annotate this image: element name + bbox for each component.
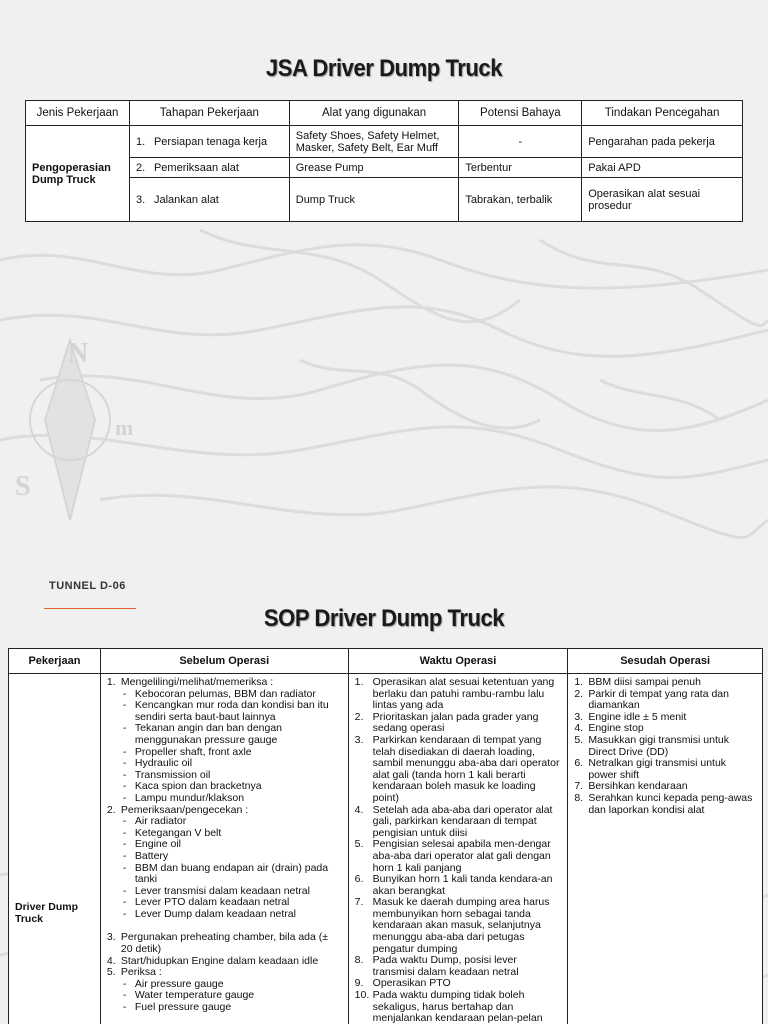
sub-list-item: - Propeller shaft, front axle — [122, 745, 252, 758]
table-row — [26, 178, 743, 222]
table-row — [9, 674, 763, 1024]
column-header: Pekerjaan — [9, 649, 101, 674]
alat-cell: Safety Shoes, Safety Helmet, Masker, Safety Belt, Ear Muff — [289, 126, 459, 158]
sub-list-item: - Lever transmisi dalam keadaan netral — [122, 884, 310, 897]
list-item: 10. Pada waktu dumping tidak boleh sekaligus, harus bertahap dan menjalankan kendaraan pelan-pelan — [354, 989, 543, 1024]
column-header: Sesudah Operasi — [568, 649, 763, 674]
list-item: 3. Pergunakan preheating chamber, bila ada (± 20 detik) — [106, 931, 329, 956]
alat-cell: Grease Pump — [289, 158, 459, 178]
list-item: 5. Periksa : — [106, 966, 162, 979]
list-item: 1. Operasikan alat sesuai ketentuan yang berlaku dan patuhi rambu-rambu lalu lintas yang ada — [354, 676, 555, 712]
list-item: 3. Parkirkan kendaraan di tempat yang — [354, 733, 542, 746]
svg-text:m: m — [115, 415, 134, 440]
tindakan-cell: Pakai APD — [582, 158, 743, 178]
list-item: 4. Start/hidupkan Engine dalam keadaan idle — [106, 954, 319, 967]
sop-table — [8, 648, 763, 1024]
sub-list-item: - Tekanan angin dan ban dengan menggunakan pressure gauge — [122, 722, 283, 746]
jsa-table — [25, 100, 743, 222]
list-item: 2. Prioritaskan jalan pada grader yang sedang operasi — [354, 710, 539, 735]
column-header: Potensi Bahaya — [459, 101, 582, 126]
tindakan-cell: Pengarahan pada pekerja — [582, 126, 743, 158]
sebelum-operasi-cell — [100, 674, 348, 1024]
sub-list-item: - Hydraulic oil — [122, 757, 193, 770]
sub-list-item: - Fuel pressure gauge — [122, 1001, 232, 1014]
list-item: 2. Pemeriksaan/pengecekan : — [106, 803, 249, 816]
tahapan-cell: 3. Jalankan alat — [129, 178, 289, 222]
list-item: 4. Setelah ada aba-aba dari operator alat gali, parkirkan kendaraan di tempat pengisian untuk diisi — [354, 803, 553, 839]
list-item: 6. Netralkan gigi transmisi untuk power shift — [574, 757, 727, 781]
table-header-row — [26, 101, 743, 126]
jenis-pekerjaan-cell: Pengoperasian Dump Truck — [26, 126, 130, 222]
sub-list-item: - Lever Dump dalam keadaan netral — [122, 907, 296, 920]
sop-slide — [0, 575, 768, 1024]
list-item: 1. BBM diisi sampai penuh — [574, 676, 701, 688]
column-header: Waktu Operasi — [348, 649, 568, 674]
sub-list-item: - Air radiator — [122, 815, 187, 828]
sesudah-operasi-cell — [568, 674, 763, 1024]
sub-list-item: - Water temperature gauge — [122, 989, 255, 1002]
sub-list-item: - BBM dan buang endapan air (drain) pada tanki — [122, 861, 329, 886]
list-item: 1. Mengelilingi/melihat/memeriksa : — [106, 676, 274, 688]
list-item: 4. Engine stop — [574, 722, 644, 735]
page-title: SOP Driver Dump Truck — [263, 605, 505, 632]
sub-list-item: - Kebocoran pelumas, BBM dan radiator — [122, 687, 316, 700]
list-item: telah disediakan di daerah loading, sambil menunggu aba-aba dari operator alat gali (tanda horn 1 kali berarti kendaraan boleh masuk ke loading point) — [372, 745, 560, 804]
waktu-operasi-cell — [348, 674, 568, 1024]
tahapan-cell: 2. Pemeriksaan alat — [129, 158, 289, 178]
column-header: Jenis Pekerjaan — [26, 101, 130, 126]
table-row — [26, 126, 743, 158]
list-item: 7. Masuk ke daerah dumping area harus membunyikan horn sebagai tanda kendaraan akan masuk, selanjutnya menunggu aba-aba dari petugas pengatur dumping — [354, 896, 550, 955]
bahaya-cell: Tabrakan, terbalik — [459, 178, 582, 222]
column-header: Tahapan Pekerjaan — [129, 101, 289, 126]
list-item: 8. Pada waktu Dump, posisi lever transmisi dalam keadaan netral — [354, 954, 519, 978]
sub-list-item: - Battery — [122, 849, 169, 862]
list-item: 9. Operasikan PTO — [354, 977, 451, 990]
list-item: 2. Parkir di tempat yang rata dan diamankan — [574, 687, 729, 712]
svg-text:S: S — [15, 471, 31, 502]
sub-list-item: - Ketegangan V belt — [122, 826, 222, 839]
sub-list-item: - Kencangkan mur roda dan kondisi ban itu sendiri serta baut-baut lainnya — [122, 699, 329, 723]
bahaya-cell: - — [459, 126, 582, 158]
pekerjaan-cell: Driver Dump Truck — [9, 674, 101, 1024]
column-header: Sebelum Operasi — [100, 649, 348, 674]
tindakan-cell: Operasikan alat sesuai prosedur — [582, 178, 743, 222]
table-header-row — [9, 649, 763, 674]
list-item: 5. Masukkan gigi transmisi untuk Direct Drive (DD) — [574, 733, 729, 758]
list-item: 6. Bunyikan horn 1 kali tanda kendara-an akan berangkat — [354, 873, 553, 897]
column-header: Alat yang digunakan — [289, 101, 459, 126]
sub-list-item: - Lever PTO dalam keadaan netral — [122, 896, 290, 909]
sub-list-item: - Lampu mundur/klakson — [122, 791, 245, 804]
alat-cell: Dump Truck — [289, 178, 459, 222]
list-item: 7. Bersihkan kendaraan — [574, 780, 688, 793]
sub-list-item: - Kaca spion dan bracketnya — [122, 780, 262, 793]
list-item: 3. Engine idle ± 5 menit — [574, 710, 687, 723]
sub-list-item: - Engine oil — [122, 838, 182, 851]
bahaya-cell: Terbentur — [459, 158, 582, 178]
list-item: 5. Pengisian selesai apabila men-dengar aba-aba dari operator alat gali dengan horn 1 kali panjang — [354, 838, 551, 874]
column-header: Tindakan Pencegahan — [582, 101, 743, 126]
list-item: 8. Serahkan kunci kepada peng-awas dan laporkan kondisi alat — [574, 791, 753, 816]
tunnel-label: TUNNEL D-06 — [49, 580, 126, 592]
sub-list-item: - Transmission oil — [122, 768, 211, 781]
page-title: JSA Driver Dump Truck — [265, 55, 503, 82]
tahapan-cell: 1. Persiapan tenaga kerja — [129, 126, 289, 158]
table-row — [26, 158, 743, 178]
sub-list-item: - Air pressure gauge — [122, 977, 224, 990]
svg-text:N: N — [68, 338, 89, 369]
